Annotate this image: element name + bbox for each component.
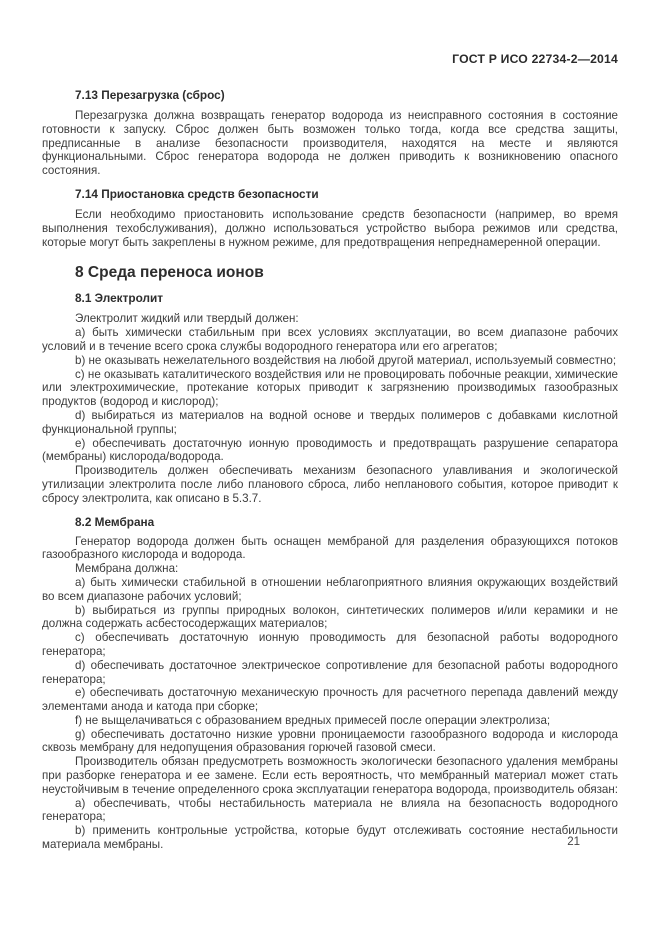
list-item-8-2-g: g) обеспечивать достаточно низкие уровни проницаемости газообразного водорода и кислорода сквозь мембрану для недопущения образования горючей газовой смеси. [42, 727, 618, 755]
list-item-8-2-a: a) быть химически стабильной в отношении неблагоприятного влияния окружающих воздействий во всем диапазоне рабочих условий; [42, 575, 618, 603]
paragraph-8-1-intro: Электролит жидкий или твердый должен: [75, 312, 299, 326]
list-item-8-1-b: b) не оказывать нежелательного воздействия на любой другой материал, используемый совместно; [75, 353, 617, 367]
paragraph-7-13: Перезагрузка должна возвращать генератор водорода из неисправного состояния в состояние готовности к запуску. Сброс должен быть возможен только тогда, когда все средства защиты, предписанные в анализе безопасности производителя, находятся на месте и являются функциональными. Сброс генератора водорода не должен приводить к возникновению опасного состояния. [42, 109, 618, 178]
chapter-heading-8: 8 Среда переноса ионов [75, 264, 264, 282]
section-heading-7-14: 7.14 Приостановка средств безопасности [75, 186, 319, 201]
paragraph-7-14: Если необходимо приостановить использование средств безопасности (например, во время выполнения техобслуживания), должно использоваться устройство выбора режимов или средства, которые могут быть закреплены в нужном режиме, для предотвращения непреднамеренной операции. [42, 207, 618, 249]
list-item-8-2-d: d) обеспечивать достаточное электрическое сопротивление для безопасной работы водородного генератора; [42, 658, 618, 686]
page-number: 21 [567, 836, 580, 848]
document-header: ГОСТ Р ИСО 22734-2—2014 [452, 52, 618, 66]
paragraph-8-2-intro: Мембрана должна: [75, 562, 179, 576]
section-heading-8-2: 8.2 Мембрана [75, 514, 155, 529]
section-heading-7-13: 7.13 Перезагрузка (сброс) [75, 88, 225, 102]
list-item-8-2-e: e) обеспечивать достаточную механическую прочность для расчетного перепада давлений между элементами анода и катода при сборке; [42, 686, 618, 714]
section-heading-8-1: 8.1 Электролит [75, 291, 163, 306]
list-item-8-1-c: c) не оказывать каталитического воздействия или не провоцировать побочные реакции, химические или электрохимические, протекание которых приводит к загрязнению производимых газообразных продуктов (водород и кислород); [42, 367, 618, 409]
list-item-8-2-obliged-b: b) применить контрольные устройства, которые будут отслеживать состояние нестабильности материала мембраны. [42, 824, 618, 852]
list-item-8-2-obliged-a: a) обеспечивать, чтобы нестабильность материала не влияла на безопасность водородного генератора; [42, 796, 618, 824]
list-item-8-2-f: f) не выщелачиваться с образованием вредных примесей после операции электролиза; [75, 713, 551, 727]
list-item-8-2-b: b) выбираться из группы природных волокон, синтетических полимеров и/или керамики и не должна содержать асбестосодержащих материалов; [42, 603, 618, 631]
list-item-8-1-a: a) быть химически стабильным при всех условиях эксплуатации, во всем диапазоне рабочих условий и в течение всего срока службы водородного генератора или его агрегатов; [42, 326, 618, 353]
list-item-8-2-c: c) обеспечивать достаточную ионную проводимость для безопасной работы водородного генератора; [42, 631, 618, 658]
paragraph-8-2-p1: Генератор водорода должен быть оснащен мембраной для разделения образующихся потоков газообразного кислорода и водорода. [42, 534, 618, 562]
paragraph-8-1-outro: Производитель должен обеспечивать механизм безопасного улавливания и экологической утилизации электролита после либо планового сброса, либо непланового события, которое приводит к сбросу электролита, как описано в 5.3.7. [42, 464, 618, 505]
list-item-8-1-d: d) выбираться из материалов на водной основе и твердых полимеров с добавками кислотной функциональной группы; [42, 408, 618, 436]
paragraph-8-2-p2: Производитель обязан предусмотреть возможность экологически безопасного удаления мембраны при разборке генератора и ее замене. Если есть вероятность, что мембранный материал может стать неустойчивым в течение определенного срока эксплуатации генератора водорода, производитель обязан: [42, 755, 618, 796]
spacer [42, 201, 618, 208]
spacer [42, 102, 618, 109]
spacer [42, 305, 618, 312]
list-item-8-1-e: e) обеспечивать достаточную ионную проводимость и предотвращать разрушение сепаратора (мембраны) кислорода/водорода. [42, 436, 618, 464]
